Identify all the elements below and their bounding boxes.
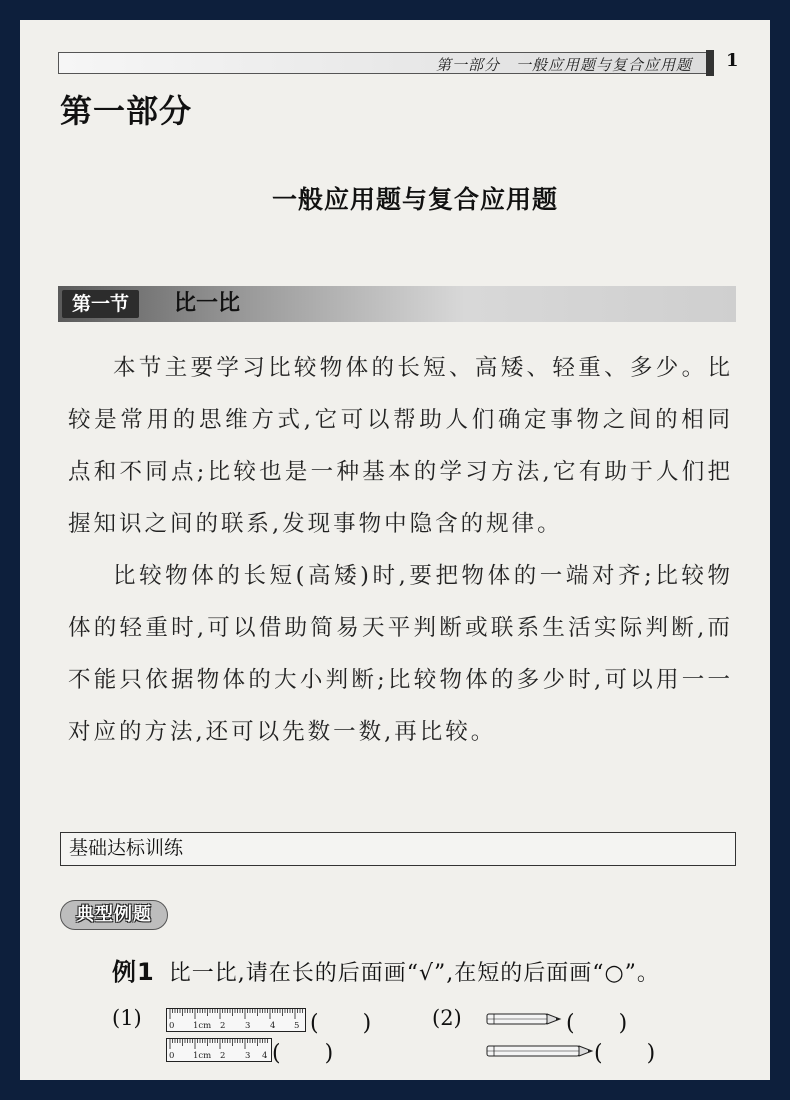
part-title: 第一部分 [60,92,193,130]
ruler-tick-label: 5 [294,1021,300,1031]
long-ruler-icon [166,1008,306,1032]
body-text [68,342,733,758]
running-head-bar [706,50,714,76]
item-1-label: (1) [112,1006,142,1030]
ruler-tick-label: 4 [270,1021,276,1031]
example-text: 比一比,请在长的后面画“√”,在短的后面画“○”。 [168,961,660,986]
answer-blank[interactable]: ( ) [566,1011,628,1036]
ruler-tick-label: 4 [262,1051,268,1061]
typical-examples-badge: 典型例题 [60,900,168,930]
paragraph: 比较物体的长短(高矮)时,要把物体的一端对齐;比较物体的轻重时,可以借助简易天平判断或联系生活实际判断,而不能只依据物体的大小判断;比较物体的多少时,可以用一一对应的方法,还可以先数一数,再比较。 [68,563,733,745]
short-ruler-icon [166,1038,272,1062]
ruler-tick-label: 0 [169,1021,175,1031]
answer-blank[interactable]: ( ) [594,1041,656,1066]
ruler-tick-label: 3 [245,1021,251,1031]
practice-box-title: 基础达标训练 [60,832,736,866]
section-header [58,286,736,322]
example-label: 例1 [112,958,155,986]
section-name: 比一比 [174,291,241,316]
example-1 [112,952,660,987]
paragraph: 本节主要学习比较物体的长短、高矮、轻重、多少。比较是常用的思维方式,它可以帮助人们确定事物之间的相同点和不同点;比较也是一种基本的学习方法,它有助于人们把握知识之间的联系,发现事物中隐含的规律。 [68,355,733,537]
answer-blank[interactable]: ( ) [310,1011,372,1036]
long-pencil-icon [486,1044,594,1058]
page-number: 1 [726,50,739,71]
ruler-tick-label: 1cm [193,1021,212,1031]
section-tag: 第一节 [62,290,139,318]
running-head-text: 第一部分 一般应用题与复合应用题 [435,56,692,74]
item-2-label: (2) [432,1006,462,1030]
ruler-tick-label: 2 [220,1021,226,1031]
ruler-tick-label: 3 [245,1051,251,1061]
running-head [58,52,706,74]
bleed-through-decoration [350,112,610,141]
answer-blank[interactable]: ( ) [272,1041,334,1066]
short-pencil-icon [486,1012,562,1026]
ruler-tick-label: 1cm [193,1051,212,1061]
ruler-tick-label: 0 [169,1051,175,1061]
ruler-tick-label: 2 [220,1051,226,1061]
part-subtitle: 一般应用题与复合应用题 [271,185,558,214]
book-page [20,20,770,1080]
